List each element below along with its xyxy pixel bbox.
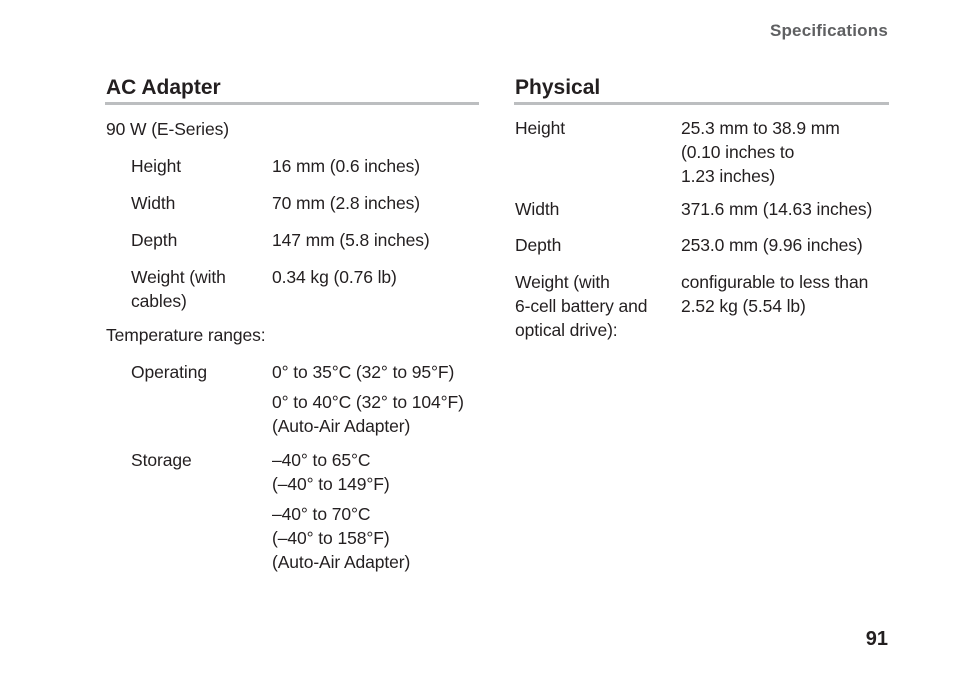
spec-label: Depth (131, 230, 178, 250)
spec-label: Weight (with 6-cell battery and optical drive): (515, 272, 648, 340)
page-number: 91 (865, 628, 888, 650)
spec-label: Storage (131, 450, 192, 470)
spec-value: 70 mm (2.8 inches) (272, 193, 420, 213)
ac-adapter-title: AC Adapter (105, 75, 479, 105)
spec-label: Operating (131, 362, 207, 382)
spec-value: 25.3 mm to 38.9 mm (0.10 inches to 1.23 inches) (681, 118, 840, 186)
physical-title: Physical (514, 75, 889, 105)
spec-label: Height (515, 118, 565, 138)
running-header: Specifications (769, 21, 888, 40)
adapter-model: 90 W (E-Series) (106, 119, 229, 139)
spec-value: 371.6 mm (14.63 inches) (681, 199, 873, 219)
spec-value: 253.0 mm (9.96 inches) (681, 235, 863, 255)
spec-label: Weight (with cables) (131, 267, 226, 311)
spec-value: configurable to less than 2.52 kg (5.54 lb) (681, 272, 869, 316)
spec-value: 0° to 35°C (32° to 95°F) 0° to 40°C (32° to 104°F) (Auto-Air Adapter) (272, 362, 464, 436)
spec-value: 16 mm (0.6 inches) (272, 156, 420, 176)
spec-label: Depth (515, 235, 562, 255)
temperature-ranges-label: Temperature ranges: (106, 325, 266, 345)
ac-adapter-section (105, 75, 479, 585)
spec-label: Width (131, 193, 176, 213)
spec-value: 147 mm (5.8 inches) (272, 230, 430, 250)
spec-label: Height (131, 156, 181, 176)
spec-value: 0.34 kg (0.76 lb) (272, 267, 397, 287)
spec-value: –40° to 65°C (–40° to 149°F) –40° to 70°C (–40° to 158°F) (Auto-Air Adapter) (272, 450, 411, 572)
spec-label: Width (515, 199, 560, 219)
physical-section (514, 75, 889, 365)
